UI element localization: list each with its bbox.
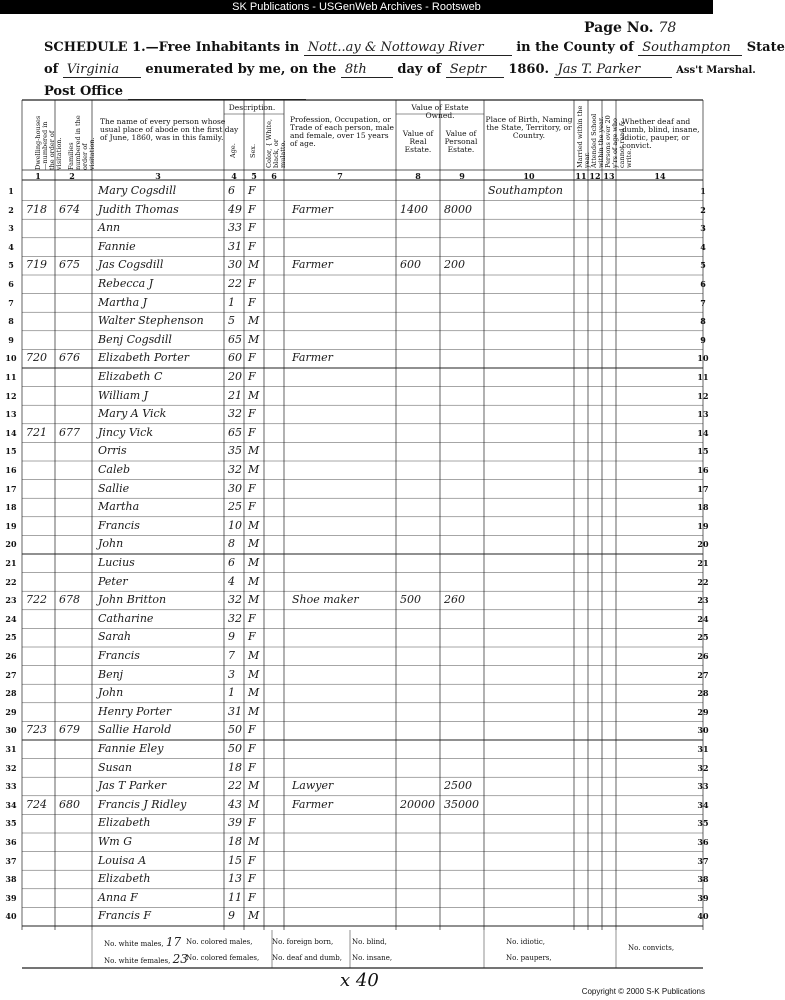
real-estate-value: 1400: [400, 202, 428, 216]
person-sex: F: [248, 277, 256, 290]
post-office-label: Post Office: [44, 84, 124, 99]
person-name: Sallie: [98, 481, 130, 495]
real-estate-value: 600: [400, 258, 421, 272]
person-sex: M: [248, 797, 260, 811]
person-age: 9: [228, 630, 235, 644]
person-sex: F: [248, 370, 256, 383]
person-age: 33: [228, 221, 242, 235]
person-sex: F: [248, 723, 256, 737]
person-sex: M: [248, 444, 260, 458]
county-label: in the County of: [516, 40, 634, 55]
page-number-value: 78: [658, 20, 677, 36]
person-name: Louisa A: [98, 853, 147, 867]
person-age: 39: [228, 816, 242, 830]
year-label: 1860.: [508, 62, 550, 77]
district-value: Nott..ay & Nottoway River: [304, 40, 512, 56]
personal-estate-value: 35000: [444, 797, 479, 811]
marshal-label: Ass't Marshal.: [676, 65, 756, 76]
row-number-right: 13: [697, 409, 709, 420]
person-occupation: Farmer: [292, 202, 333, 216]
column-number: 14: [654, 171, 666, 181]
person-name: Ann: [98, 221, 121, 235]
column-number: 12: [589, 171, 601, 181]
person-sex: F: [248, 611, 256, 625]
person-sex: F: [248, 184, 256, 197]
row-number-left: 27: [5, 669, 17, 680]
header-estate: Value of Estate Owned.: [411, 103, 469, 120]
person-occupation: Shoe maker: [292, 593, 359, 607]
row-number-right: 1: [700, 186, 706, 196]
person-sex: F: [248, 872, 256, 886]
convicts-label: No. convicts,: [628, 944, 675, 952]
row-number-right: 9: [700, 334, 706, 345]
personal-estate-value: 260: [444, 593, 465, 607]
person-name: Anna F: [98, 890, 138, 904]
person-age: 15: [228, 853, 242, 867]
copyright-notice: Copyright © 2000 S-K Publications: [581, 987, 705, 996]
row-number-right: 22: [697, 576, 709, 587]
header-married: Married within the year.: [576, 105, 591, 168]
person-name: Walter Stephenson: [98, 314, 204, 328]
person-occupation: Farmer: [292, 351, 333, 365]
person-sex: F: [248, 202, 256, 216]
person-age: 32: [228, 611, 242, 625]
personal-estate-value: 2500: [444, 779, 472, 793]
column-number: 2: [69, 171, 75, 181]
row-number-right: 24: [697, 613, 709, 624]
person-name: John: [98, 537, 124, 551]
row-number-left: 14: [5, 427, 17, 438]
column-number: 13: [603, 171, 615, 181]
person-name: John: [98, 686, 124, 700]
person-name: William J: [98, 388, 149, 402]
row-number-left: 3: [8, 223, 14, 234]
header-color: Color, { White, black, or mulatto.: [265, 118, 287, 168]
row-number-left: 19: [5, 520, 17, 531]
person-sex: M: [248, 574, 260, 588]
row-number-right: 21: [697, 558, 709, 568]
person-name: Judith Thomas: [98, 202, 179, 216]
row-number-right: 30: [697, 725, 709, 736]
family-number: 679: [59, 723, 80, 737]
row-number-left: 40: [5, 911, 17, 922]
row-number-left: 38: [5, 874, 17, 885]
row-number-left: 15: [5, 446, 17, 457]
row-number-left: 30: [5, 725, 17, 736]
column-number: 11: [575, 171, 587, 181]
row-number-left: 24: [5, 613, 17, 624]
birth-place: Southampton: [488, 184, 563, 197]
person-name: Jas T Parker: [98, 779, 167, 793]
header-school: Attended School within the year.: [590, 113, 605, 168]
person-sex: M: [248, 779, 260, 793]
dwelling-number: 719: [26, 258, 47, 272]
white-males-tally: [104, 935, 181, 949]
row-number-right: 3: [700, 223, 706, 234]
row-number-left: 4: [8, 241, 14, 252]
family-number: 675: [59, 258, 80, 272]
row-number-left: 12: [5, 390, 17, 401]
person-occupation: Farmer: [292, 797, 333, 811]
row-number-right: 23: [697, 595, 709, 606]
column-number: 8: [415, 171, 421, 181]
person-sex: F: [248, 742, 256, 755]
person-sex: M: [248, 686, 260, 700]
row-number-left: 31: [5, 744, 17, 754]
row-number-left: 33: [5, 781, 17, 792]
person-age: 11: [228, 890, 242, 904]
state-label: State: [746, 40, 785, 55]
column-number: 7: [337, 171, 343, 181]
person-sex: M: [248, 258, 260, 272]
family-number: 674: [59, 202, 80, 216]
row-number-right: 31: [697, 744, 709, 754]
blind-label: No. blind,: [352, 938, 387, 946]
person-sex: M: [248, 537, 260, 551]
person-age: 25: [228, 500, 242, 514]
row-number-right: 6: [700, 279, 706, 289]
dwelling-number: 720: [26, 351, 47, 365]
person-age: 30: [228, 258, 242, 272]
person-name: Francis: [98, 518, 140, 532]
row-number-right: 27: [697, 669, 709, 680]
header-personal-estate: Value of Personal Estate.: [444, 129, 478, 154]
colored-males-label: No. colored males,: [186, 938, 253, 946]
header-dwelling: Dwelling-houses—numbered in the order of visitation.: [34, 115, 63, 170]
column-number: 9: [459, 171, 465, 181]
row-number-right: 5: [700, 260, 706, 271]
idiotic-label: No. idiotic,: [506, 938, 546, 946]
row-number-left: 25: [5, 632, 17, 643]
person-age: 5: [228, 314, 235, 328]
person-age: 6: [228, 556, 235, 569]
person-age: 22: [228, 779, 242, 793]
person-sex: F: [248, 481, 256, 495]
person-name: Catharine: [98, 611, 154, 625]
row-number-left: 20: [5, 539, 17, 550]
row-number-left: 16: [5, 465, 17, 475]
enumerated-label: enumerated by me, on the: [145, 62, 337, 77]
foreign-born-label: No. foreign born,: [272, 938, 334, 946]
row-number-right: 38: [697, 874, 709, 885]
person-occupation: Farmer: [292, 258, 333, 272]
header-real-estate: Value of Real Estate.: [402, 129, 434, 154]
header-sex: Sex.: [249, 143, 257, 158]
row-number-left: 29: [5, 706, 17, 717]
person-sex: F: [248, 630, 256, 644]
personal-estate-value: 8000: [444, 202, 472, 216]
person-age: 10: [228, 518, 242, 532]
person-age: 9: [228, 909, 235, 923]
person-name: Sallie Harold: [98, 723, 172, 737]
row-number-left: 21: [5, 558, 17, 568]
person-occupation: Lawyer: [292, 779, 334, 793]
row-number-left: 2: [8, 204, 14, 215]
person-sex: F: [248, 500, 256, 514]
day-of-label: day of: [397, 62, 442, 77]
person-age: 20: [228, 370, 242, 383]
column-number: 10: [523, 171, 535, 181]
person-age: 31: [228, 239, 242, 253]
dwelling-number: 721: [26, 425, 47, 439]
row-number-left: 23: [5, 595, 17, 606]
white-males-label: No. white males,: [104, 940, 164, 948]
family-number: 676: [59, 351, 80, 365]
person-age: 3: [228, 667, 235, 681]
person-age: 8: [228, 537, 235, 551]
state-value: Virginia: [63, 62, 141, 78]
person-age: 18: [228, 760, 242, 774]
of-label: of: [44, 62, 59, 77]
person-name: Mary Cogsdill: [98, 184, 177, 197]
person-age: 18: [228, 835, 242, 848]
person-sex: M: [248, 463, 260, 476]
person-age: 43: [228, 797, 242, 811]
row-number-right: 34: [697, 799, 709, 810]
person-name: Elizabeth: [98, 872, 151, 886]
person-name: Martha J: [98, 295, 148, 309]
column-number: 5: [251, 171, 257, 181]
row-number-left: 8: [8, 316, 14, 327]
row-number-right: 28: [697, 688, 709, 699]
row-number-left: 9: [8, 334, 14, 345]
dwelling-number: 722: [26, 593, 47, 607]
person-name: Jincy Vick: [98, 425, 153, 439]
person-name: Lucius: [98, 556, 135, 569]
person-age: 1: [228, 295, 235, 309]
person-sex: M: [248, 909, 260, 923]
person-name: Susan: [98, 760, 132, 774]
real-estate-value: 20000: [400, 797, 435, 811]
row-number-right: 26: [697, 651, 709, 661]
header-description: Description.: [228, 103, 276, 112]
person-sex: F: [248, 295, 256, 309]
person-age: 60: [228, 351, 242, 365]
archive-banner: SK Publications - USGenWeb Archives - Rootsweb: [0, 0, 713, 14]
row-number-left: 22: [5, 576, 17, 587]
person-name: Francis F: [98, 909, 151, 923]
person-age: 65: [228, 332, 242, 346]
person-age: 50: [228, 742, 242, 755]
deaf-dumb-label: No. deaf and dumb,: [272, 954, 342, 962]
person-sex: M: [248, 667, 260, 681]
row-number-left: 26: [5, 651, 17, 661]
person-name: Martha: [98, 500, 140, 514]
person-sex: F: [248, 407, 256, 421]
row-number-left: 37: [5, 855, 17, 866]
person-sex: F: [248, 239, 256, 253]
row-number-right: 10: [697, 353, 709, 364]
row-number-right: 16: [697, 465, 709, 475]
white-females-label: No. white females,: [104, 957, 171, 965]
dwelling-number: 723: [26, 723, 47, 737]
page-number-label: Page No.: [584, 20, 654, 36]
person-age: 65: [228, 425, 242, 439]
person-age: 30: [228, 481, 242, 495]
person-age: 7: [228, 649, 235, 662]
person-sex: M: [248, 518, 260, 532]
column-number: 3: [155, 171, 161, 181]
person-sex: M: [248, 556, 260, 569]
dwelling-number: 718: [26, 202, 47, 216]
header-illiterate: Persons over 20 y'rs of age who cannot read & write.: [604, 115, 633, 168]
header-name: The name of every person whose usual place of abode on the first day of June, 1860, was in this family.: [100, 117, 239, 142]
person-sex: M: [248, 388, 260, 402]
person-name: John Britton: [98, 593, 167, 607]
person-name: Benj Cogsdill: [98, 332, 172, 346]
white-females-tally: [104, 952, 188, 966]
row-number-right: 36: [697, 837, 709, 847]
header-birth: Place of Birth, Naming the State, Territory, or Country.: [485, 115, 573, 140]
person-age: 32: [228, 463, 242, 476]
row-number-left: 34: [5, 799, 17, 810]
person-sex: F: [248, 221, 256, 235]
column-number: 6: [271, 171, 277, 181]
header-disability: Whether deaf and dumb, blind, insane, idiotic, pauper, or convict.: [622, 117, 700, 150]
person-age: 31: [228, 704, 242, 718]
header-age: Age.: [229, 143, 237, 158]
row-number-right: 33: [697, 781, 709, 792]
person-age: 21: [228, 388, 242, 402]
row-number-right: 11: [697, 372, 709, 382]
row-number-right: 20: [697, 539, 709, 550]
person-name: Francis J Ridley: [98, 797, 187, 811]
row-number-right: 39: [697, 892, 709, 903]
person-name: Peter: [98, 574, 128, 588]
person-name: Mary A Vick: [98, 407, 167, 421]
person-sex: F: [248, 853, 256, 867]
row-number-left: 5: [8, 260, 14, 271]
row-number-right: 35: [697, 818, 709, 829]
person-name: Elizabeth C: [98, 370, 163, 383]
row-number-left: 10: [5, 353, 17, 364]
person-name: Caleb: [98, 463, 131, 476]
header-occupation: Profession, Occupation, or Trade of each person, male and female, over 15 years of age.: [290, 115, 394, 148]
header-family: Families numbered in the order of visitation.: [67, 115, 96, 170]
white-males-value: 17: [165, 935, 182, 949]
insane-label: No. insane,: [352, 954, 393, 962]
row-number-right: 19: [697, 520, 709, 531]
person-name: Rebecca J: [98, 277, 154, 290]
row-number-left: 6: [8, 279, 14, 289]
person-name: Elizabeth Porter: [98, 351, 189, 365]
person-name: Francis: [98, 649, 140, 662]
row-number-right: 18: [697, 502, 709, 513]
person-age: 6: [228, 184, 235, 197]
person-name: Benj: [98, 667, 124, 681]
real-estate-value: 500: [400, 593, 421, 607]
row-number-left: 36: [5, 837, 17, 847]
person-sex: M: [248, 593, 260, 607]
row-number-left: 28: [5, 688, 17, 699]
column-number: 1: [35, 171, 41, 181]
paupers-label: No. paupers,: [506, 954, 552, 962]
month-value: Septr: [446, 62, 504, 78]
person-age: 1: [228, 686, 235, 700]
family-number: 678: [59, 593, 80, 607]
white-females-value: 23: [172, 952, 188, 966]
row-number-left: 35: [5, 818, 17, 829]
person-sex: F: [248, 816, 256, 830]
row-number-right: 29: [697, 706, 709, 717]
family-number: 677: [59, 425, 80, 439]
row-number-right: 14: [697, 427, 709, 438]
row-number-right: 37: [697, 855, 709, 866]
person-sex: M: [248, 649, 260, 662]
person-age: 32: [228, 407, 242, 421]
personal-estate-value: 200: [444, 258, 465, 272]
person-sex: F: [248, 890, 256, 904]
person-name: Fannie: [98, 239, 136, 253]
row-number-left: 13: [5, 409, 17, 420]
column-number: 4: [231, 171, 237, 181]
row-number-left: 32: [5, 762, 17, 773]
person-age: 32: [228, 593, 242, 607]
person-sex: M: [248, 332, 260, 346]
person-sex: M: [248, 704, 260, 718]
person-sex: F: [248, 425, 256, 439]
person-sex: F: [248, 760, 256, 774]
person-sex: F: [248, 351, 256, 365]
row-number-left: 17: [5, 483, 17, 494]
row-number-left: 39: [5, 892, 17, 903]
row-number-right: 4: [700, 241, 706, 252]
page-tally-mark: x 40: [340, 970, 379, 991]
day-value: 8th: [341, 62, 393, 78]
dwelling-number: 724: [26, 797, 47, 811]
row-number-right: 32: [697, 762, 709, 773]
row-number-left: 11: [5, 372, 17, 382]
person-name: Sarah: [98, 630, 131, 644]
marshal-signature: Jas T. Parker: [554, 62, 672, 78]
person-sex: M: [248, 835, 260, 848]
person-age: 22: [228, 277, 242, 290]
person-name: Orris: [98, 444, 127, 458]
person-age: 13: [228, 872, 242, 886]
person-sex: M: [248, 314, 260, 328]
person-age: 4: [228, 574, 235, 588]
person-name: Fannie Eley: [98, 742, 164, 755]
schedule-label: SCHEDULE 1.—Free Inhabitants in: [44, 40, 300, 55]
family-number: 680: [59, 797, 80, 811]
row-number-left: 7: [8, 297, 14, 308]
person-name: Jas Cogsdill: [98, 258, 164, 272]
person-age: 49: [228, 202, 242, 216]
person-name: Elizabeth: [98, 816, 151, 830]
row-number-left: 1: [8, 186, 14, 196]
row-number-right: 2: [700, 204, 706, 215]
row-number-right: 17: [697, 483, 709, 494]
person-name: Wm G: [98, 835, 133, 848]
county-value: Southampton: [638, 40, 742, 56]
row-number-right: 7: [700, 297, 706, 308]
row-number-right: 15: [697, 446, 709, 457]
row-number-left: 18: [5, 502, 17, 513]
row-number-right: 25: [697, 632, 709, 643]
person-name: Henry Porter: [98, 704, 172, 718]
row-number-right: 8: [700, 316, 706, 327]
person-age: 50: [228, 723, 242, 737]
row-number-right: 40: [697, 911, 709, 922]
row-number-right: 12: [697, 390, 709, 401]
person-age: 35: [228, 444, 242, 458]
colored-females-label: No. colored females,: [186, 954, 260, 962]
